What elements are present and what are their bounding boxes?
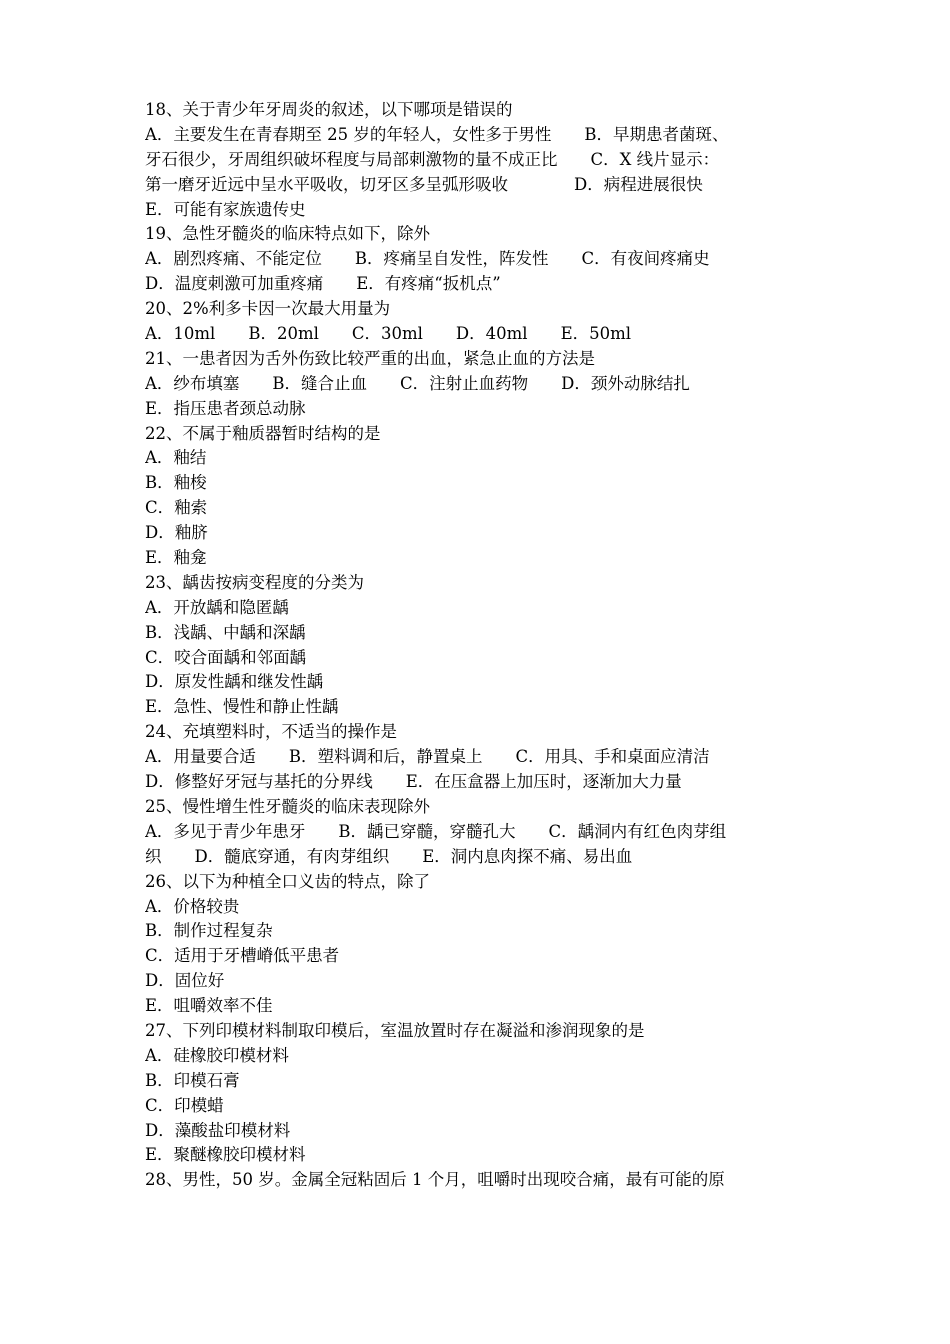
question-23-option: E．急性、慢性和静止性龋: [145, 697, 339, 717]
document-body: [145, 98, 813, 1193]
question-18-options: E．可能有家族遗传史: [145, 199, 306, 219]
question-18-options: 第一磨牙近远中呈水平吸收，切牙区多呈弧形吸收 D．病程进展很快: [145, 174, 703, 194]
question-22-stem: 22、不属于釉质器暂时结构的是: [145, 423, 381, 443]
question-20-stem: 20、2%利多卡因一次最大用量为: [145, 299, 391, 319]
question-20-options: A．10ml B．20ml C．30ml D．40ml E．50ml: [145, 324, 632, 344]
question-26-option: D．固位好: [145, 971, 225, 991]
question-28-stem: 28、男性，50 岁。金属全冠粘固后 1 个月，咀嚼时出现咬合痛，最有可能的原: [145, 1170, 725, 1190]
question-23-option: B．浅龋、中龋和深龋: [145, 622, 306, 642]
question-22-option: D．釉脐: [145, 523, 208, 543]
question-27-option: D．藻酸盐印模材料: [145, 1120, 291, 1140]
question-23-option: A．开放龋和隐匿龋: [145, 597, 289, 617]
question-27-option: E．聚醚橡胶印模材料: [145, 1145, 306, 1165]
question-25-stem: 25、慢性增生性牙髓炎的临床表现除外: [145, 796, 430, 816]
question-19-options: A．剧烈疼痛、不能定位 B．疼痛呈自发性，阵发性 C．有夜间疼痛史: [145, 249, 710, 269]
question-27-option: A．硅橡胶印模材料: [145, 1045, 289, 1065]
question-19-stem: 19、急性牙髓炎的临床特点如下，除外: [145, 224, 430, 244]
question-24-options: D．修整好牙冠与基托的分界线 E．在压盒器上加压时，逐渐加大力量: [145, 772, 682, 792]
question-22-option: A．釉结: [145, 448, 207, 468]
question-19-options: D．温度刺激可加重疼痛 E．有疼痛“扳机点”: [145, 274, 501, 294]
question-18-options: A．主要发生在青春期至 25 岁的年轻人，女性多于男性 B．早期患者菌斑、: [145, 124, 729, 144]
question-22-option: C．釉索: [145, 498, 208, 518]
question-24-stem: 24、充填塑料时，不适当的操作是: [145, 722, 397, 742]
question-22-option: E．釉龛: [145, 548, 207, 568]
question-26-option: C．适用于牙槽嵴低平患者: [145, 946, 340, 966]
question-18-options: 牙石很少，牙周组织破坏程度与局部刺激物的量不成正比 C．X 线片显示：: [145, 149, 720, 169]
question-23-stem: 23、龋齿按病变程度的分类为: [145, 572, 364, 592]
question-25-options: 织 D．髓底穿通，有肉芽组织 E．洞内息肉探不痛、易出血: [145, 846, 633, 866]
question-24-options: A．用量要合适 B．塑料调和后，静置桌上 C．用具、手和桌面应清洁: [145, 747, 710, 767]
question-27-stem: 27、下列印模材料制取印模后，室温放置时存在凝溢和渗润现象的是: [145, 1020, 645, 1040]
question-26-option: B．制作过程复杂: [145, 921, 273, 941]
question-21-options: A．纱布填塞 B．缝合止血 C．注射止血药物 D．颈外动脉结扎: [145, 373, 690, 393]
question-25-options: A．多见于青少年患牙 B．龋已穿髓，穿髓孔大 C．龋洞内有红色肉芽组: [145, 821, 727, 841]
question-18-stem: 18、关于青少年牙周炎的叙述，以下哪项是错误的: [145, 100, 513, 119]
question-26-option: A．价格较贵: [145, 896, 240, 916]
question-21-stem: 21、一患者因为舌外伤致比较严重的出血，紧急止血的方法是: [145, 348, 595, 368]
question-26-stem: 26、以下为种植全口义齿的特点，除了: [145, 871, 430, 891]
question-23-option: D．原发性龋和继发性龋: [145, 672, 324, 692]
question-27-option: B．印模石膏: [145, 1070, 240, 1090]
question-26-option: E．咀嚼效率不佳: [145, 996, 273, 1016]
question-22-option: B．釉梭: [145, 473, 207, 493]
question-21-options: E．指压患者颈总动脉: [145, 398, 306, 418]
question-23-option: C．咬合面龋和邻面龋: [145, 647, 307, 667]
question-27-option: C．印模蜡: [145, 1095, 224, 1115]
